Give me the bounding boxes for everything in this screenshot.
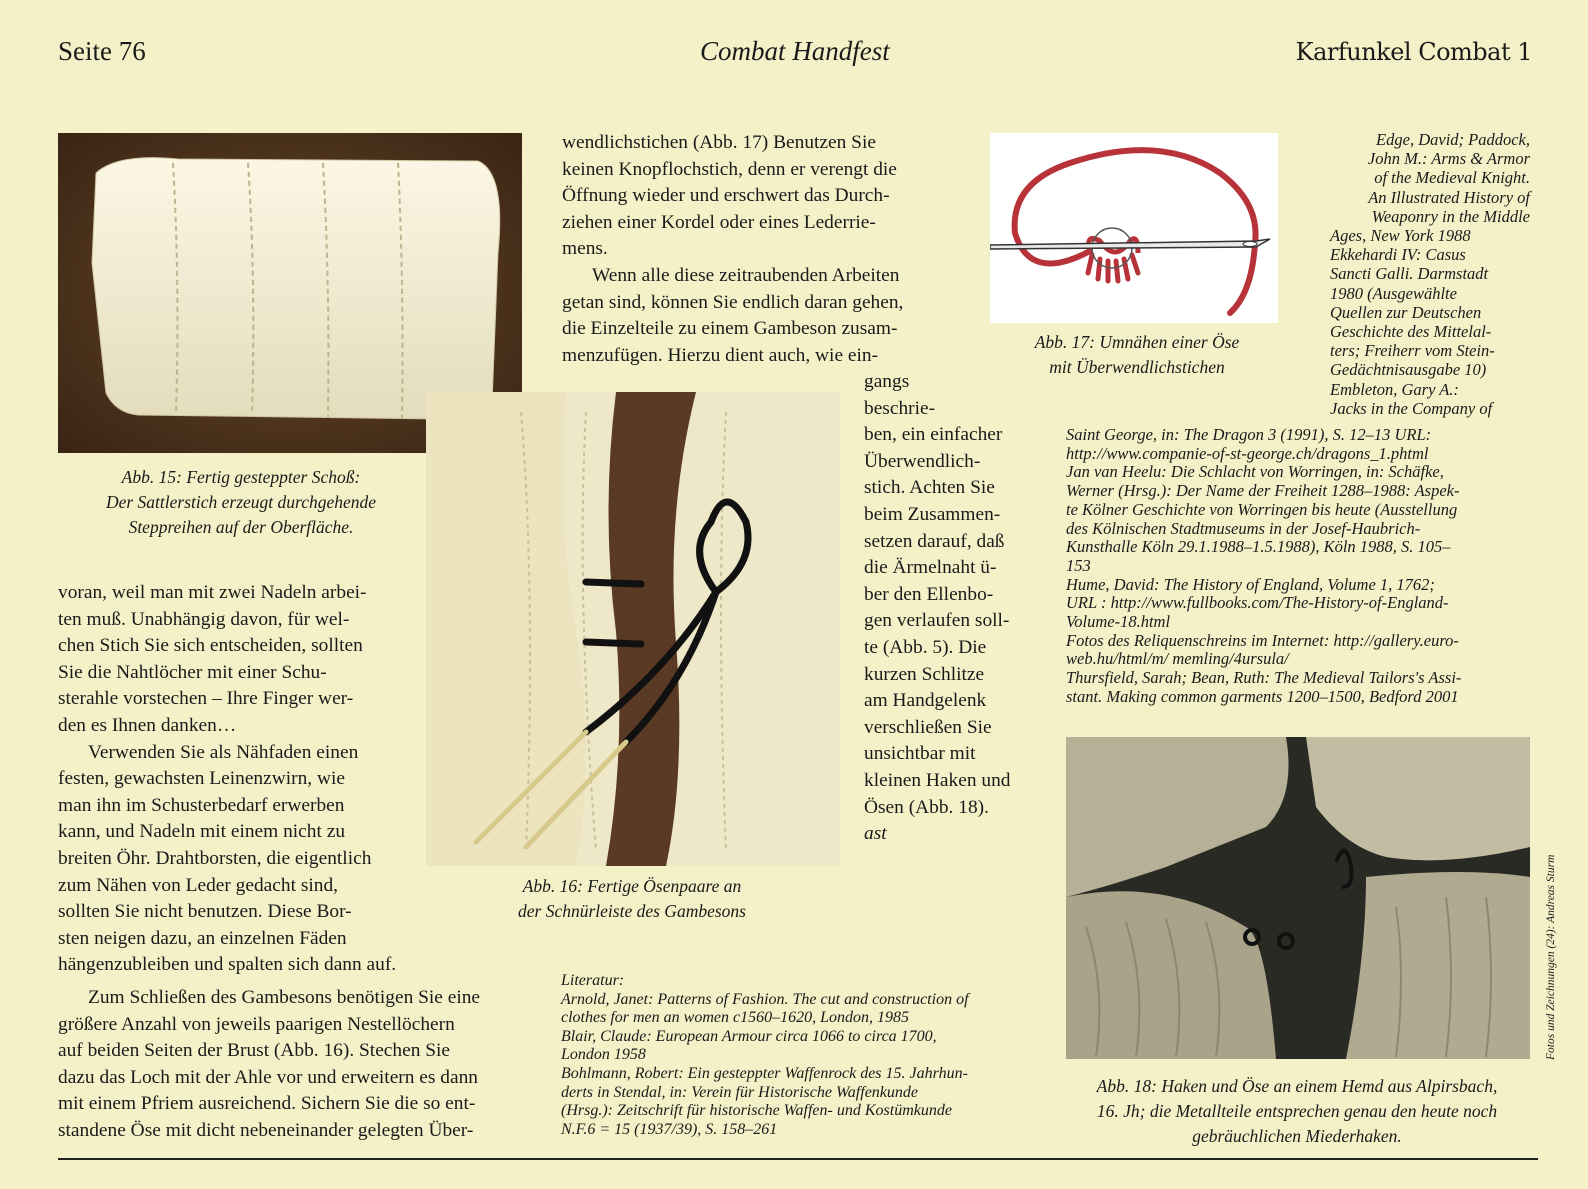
caption-line: Steppreihen auf der Oberfläche.	[128, 517, 354, 537]
bib-line: Blair, Claude: European Armour circa 1066 to circa 1700,	[561, 1027, 937, 1045]
line: man ihn im Schusterbedarf erwerben	[58, 794, 345, 816]
bib-line: Volume-18.html	[1066, 612, 1171, 632]
line: ziehen einer Kordel oder eines Lederrie-	[562, 211, 876, 233]
caption-line: Abb. 16: Fertige Ösenpaare an	[522, 876, 742, 896]
line: festen, gewachsten Leinenzwirn, wie	[58, 768, 345, 790]
bib-line: Werner (Hrsg.): Der Name der Freiheit 1288–1988: Aspek-	[1066, 481, 1460, 501]
line: sterahle vorstechen – Ihre Finger wer-	[58, 688, 354, 710]
fig18-caption	[1064, 1074, 1530, 1149]
line: ber den Ellenbo-	[864, 583, 994, 605]
line: setzen darauf, daß	[864, 530, 1005, 552]
line: wendlichstichen (Abb. 17) Benutzen Sie	[562, 132, 876, 153]
footer-rule	[58, 1158, 1538, 1160]
literature-right-list	[1330, 130, 1530, 418]
literature-wide-list	[1066, 426, 1536, 707]
bib-line: Saint George, in: The Dragon 3 (1991), S. 12–13 URL:	[1066, 425, 1432, 444]
line: standene Öse mit dicht nebeneinander gelegten Über-	[58, 1119, 474, 1141]
bib-line: Fotos des Reliquenschreins im Internet: http://gallery.euro-	[1066, 630, 1459, 650]
caption-line: mit Überwendlichstichen	[1049, 357, 1225, 377]
line: keinen Knopflochstich, denn er verengt die	[562, 158, 897, 180]
line: te (Abb. 5). Die	[864, 636, 987, 658]
caption-line: Der Sattlerstich erzeugt durchgehende	[105, 492, 377, 512]
bib-line: http://www.companie-of-st-george.ch/dragons_1.phtml	[1066, 443, 1429, 463]
line: beim Zusammen-	[864, 503, 1001, 525]
bib-line: Gedächtnisausgabe 10)	[1330, 360, 1487, 380]
bib-line: Edge, David; Paddock,	[1376, 130, 1530, 149]
line: menzufügen. Hierzu dient auch, wie ein-	[562, 344, 879, 366]
line: die Einzelteile zu einem Gambeson zusam-	[562, 318, 898, 340]
line: ben, ein einfacher	[864, 424, 1003, 446]
line: unsichtbar mit	[864, 743, 976, 765]
bib-line: 1980 (Ausgewählte	[1330, 283, 1457, 303]
line: Öffnung wieder und erschwert das Durch-	[562, 185, 890, 207]
bib-line: URL : http://www.fullbooks.com/The-History-of-England-	[1066, 593, 1449, 613]
bib-line: Kunsthalle Köln 29.1.1988–1.5.1988), Köln 1988, S. 105–	[1066, 537, 1451, 557]
line: hängenzubleiben und spalten sich dann auf.	[58, 954, 397, 976]
line: am Handgelenk	[864, 690, 987, 712]
bib-line: An Illustrated History of	[1368, 187, 1530, 207]
caption-line: Abb. 17: Umnähen einer Öse	[1034, 332, 1240, 352]
bib-line: (Hrsg.): Zeitschrift für historische Waffen- und Kostümkunde	[561, 1102, 952, 1120]
bib-line: of the Medieval Knight.	[1374, 168, 1530, 188]
bib-line: 153	[1066, 555, 1091, 575]
caption-line: gebräuchlichen Miederhaken.	[1192, 1126, 1402, 1146]
line: stich. Achten Sie	[864, 477, 995, 499]
bib-line: web.hu/html/m/ memling/4ursula/	[1066, 649, 1289, 669]
column-2-narrow-text	[864, 369, 1026, 848]
literature-list	[561, 972, 1037, 1139]
line: Ösen (Abb. 18).	[864, 796, 989, 818]
line: sten neigen dazu, an einzelnen Fäden	[58, 927, 347, 949]
line: zum Nähen von Leder gedacht sind,	[58, 874, 338, 896]
fig17-caption	[1010, 330, 1264, 380]
bib-line: John M.: Arms & Armor	[1367, 149, 1530, 169]
line: beschrie-	[864, 397, 936, 419]
line: die Ärmelnaht ü-	[864, 557, 997, 579]
bib-line: Ages, New York 1988	[1330, 226, 1471, 246]
line: breiten Öhr. Drahtborsten, die eigentlich	[58, 847, 372, 869]
bib-line: Arnold, Janet: Patterns of Fashion. The cut and construction of	[561, 990, 969, 1008]
line: mit einem Pfriem ausreichend. Sichern Sie die so ent-	[58, 1093, 476, 1115]
line: ten muß. Unabhängig davon, für wel-	[58, 608, 350, 630]
column-1-wide-text	[58, 985, 524, 1145]
bib-line: derts in Stendal, in: Verein für Historische Waffenkunde	[561, 1083, 918, 1101]
caption-line: Abb. 15: Fertig gesteppter Schoß:	[121, 467, 361, 487]
fig16-caption	[480, 874, 784, 924]
line: mens.	[562, 238, 608, 260]
page-number: Seite 76	[58, 36, 146, 66]
bib-line: N.F.6 = 15 (1937/39), S. 158–261	[561, 1120, 778, 1138]
caption-line: Abb. 18: Haken und Öse an einem Hemd aus Alpirsbach,	[1096, 1076, 1498, 1096]
line: den es Ihnen danken…	[58, 714, 237, 736]
line: dazu das Loch mit der Ahle vor und erweitern es dann	[58, 1066, 478, 1088]
bib-line: Weaponry in the Middle	[1371, 206, 1530, 226]
line: chen Stich Sie sich entscheiden, sollten	[58, 635, 363, 657]
column-2-text	[562, 130, 942, 369]
fig17-diagram	[990, 133, 1278, 323]
bib-line: Jacks in the Company of	[1330, 398, 1493, 418]
column-1-text	[58, 580, 402, 979]
line: größere Anzahl von jeweils paarigen Nestellöchern	[58, 1013, 455, 1035]
line: voran, weil man mit zwei Nadeln arbei-	[58, 582, 367, 603]
line: Überwendlich-	[864, 450, 981, 472]
line: getan sind, können Sie endlich daran gehen,	[562, 291, 904, 313]
fig18-photo	[1066, 737, 1530, 1059]
caption-line: der Schnürleiste des Gambesons	[518, 901, 746, 921]
fig16-photo	[426, 392, 840, 866]
line: auf beiden Seiten der Brust (Abb. 16). Stechen Sie	[58, 1040, 451, 1062]
author-signature: ast	[864, 823, 887, 845]
bib-line: Jan van Heelu: Die Schlacht von Worringen, in: Schäfke,	[1066, 462, 1444, 482]
bib-line: Quellen zur Deutschen	[1330, 302, 1482, 322]
literature-heading: Literatur:	[561, 972, 625, 989]
brand-logo: Karfunkel Combat 1	[1295, 38, 1532, 66]
bib-line: Sancti Galli. Darmstadt	[1330, 264, 1489, 284]
bib-line: stant. Making common garments 1200–1500, Bedford 2001	[1066, 686, 1459, 706]
photo-credit: Fotos und Zeichnungen (24): Andreas Sturm	[1545, 854, 1557, 1060]
bib-line: Hume, David: The History of England, Volume 1, 1762;	[1066, 574, 1435, 594]
line: Verwenden Sie als Nähfaden einen	[88, 741, 359, 763]
caption-line: 16. Jh; die Metallteile entsprechen genau den heute noch	[1096, 1101, 1498, 1121]
line: Zum Schließen des Gambesons benötigen Sie eine	[88, 987, 481, 1008]
bib-line: Thursfield, Sarah; Bean, Ruth: The Medieval Tailors's Assi-	[1066, 668, 1462, 688]
line: kann, und Nadeln mit einem nicht zu	[58, 821, 346, 843]
line: kurzen Schlitze	[864, 663, 985, 685]
bib-line: clothes for men an women c1560–1620, London, 1985	[561, 1009, 909, 1027]
bib-line: London 1958	[561, 1046, 646, 1064]
bib-line: des Kölnischen Stadtmuseums in der Josef-Haubrich-	[1066, 518, 1421, 538]
line: sollten Sie nicht benutzen. Diese Bor-	[58, 901, 352, 923]
line: Wenn alle diese zeitraubenden Arbeiten	[592, 264, 900, 286]
bib-line: ters; Freiherr vom Stein-	[1330, 341, 1495, 361]
line: gangs	[864, 371, 910, 392]
running-title: Combat Handfest	[700, 36, 890, 66]
bib-line: Bohlmann, Robert: Ein gesteppter Waffenrock des 15. Jahrhun-	[561, 1064, 968, 1082]
bib-line: Embleton, Gary A.:	[1330, 379, 1459, 399]
line: verschließen Sie	[864, 716, 992, 738]
bib-line: Ekkehardi IV: Casus	[1330, 245, 1466, 265]
line: gen verlaufen soll-	[864, 610, 1010, 632]
fig15-caption	[58, 465, 424, 540]
bib-line: Geschichte des Mittelal-	[1330, 322, 1492, 342]
line: kleinen Haken und	[864, 769, 1011, 791]
bib-line: te Kölner Geschichte von Worringen bis heute (Ausstellung	[1066, 499, 1458, 519]
line: Sie die Nahtlöcher mit einer Schu-	[58, 661, 327, 683]
